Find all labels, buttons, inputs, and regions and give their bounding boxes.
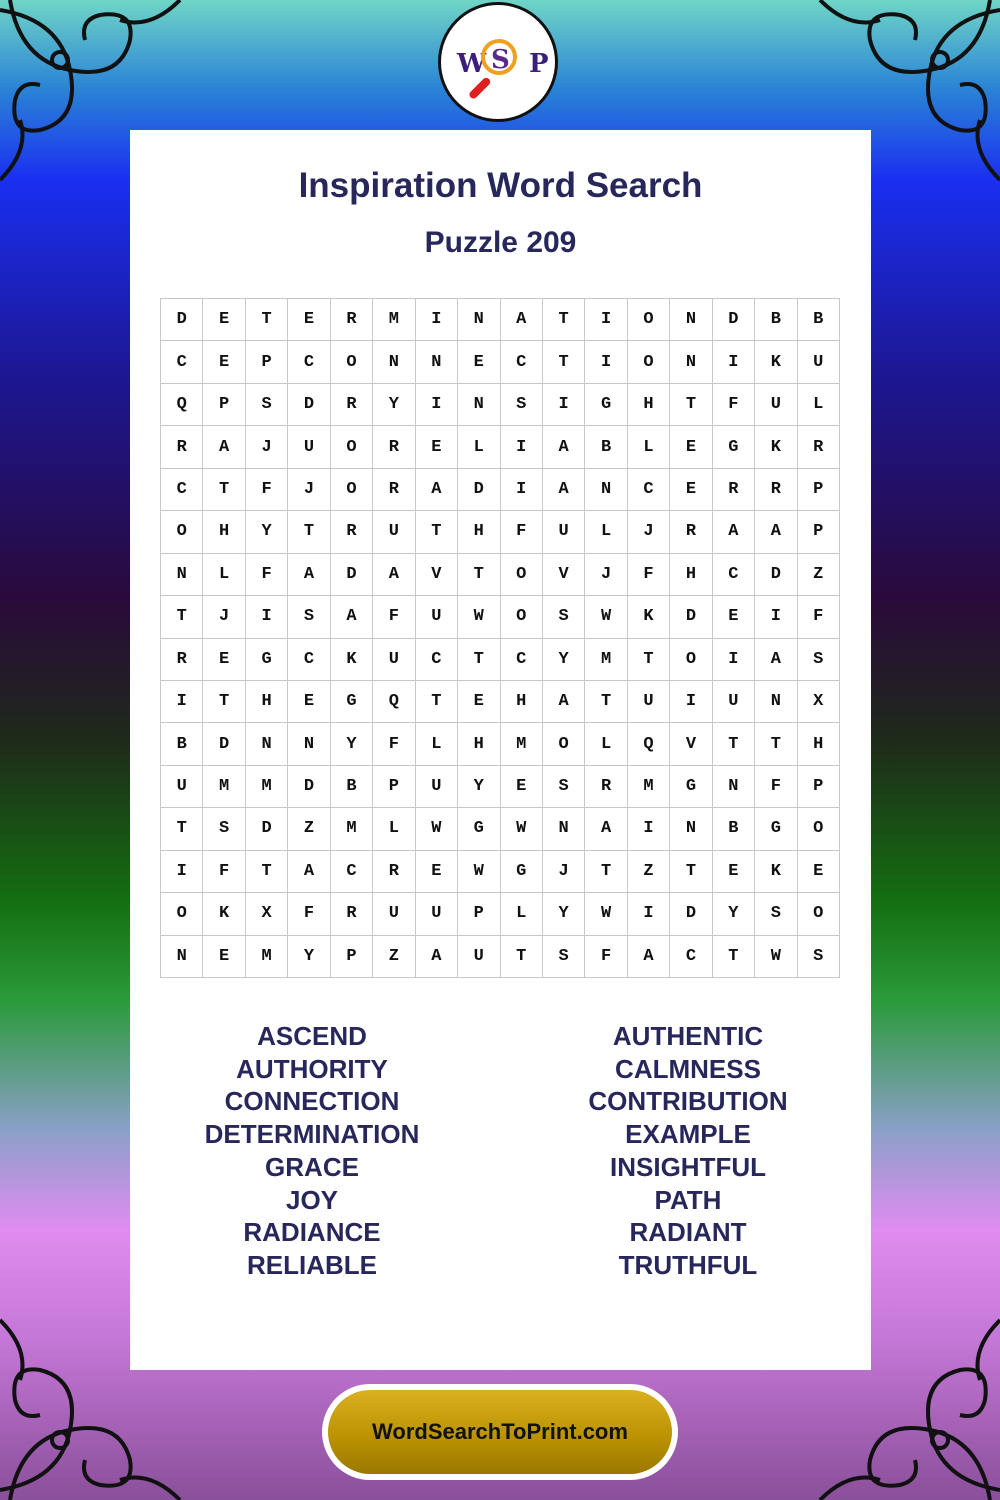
grid-cell: E bbox=[670, 426, 712, 468]
grid-cell: R bbox=[713, 469, 755, 511]
grid-cell: A bbox=[755, 511, 797, 553]
grid-cell: A bbox=[416, 469, 458, 511]
grid-cell: A bbox=[543, 426, 585, 468]
grid-cell: S bbox=[543, 596, 585, 638]
grid-cell: N bbox=[670, 808, 712, 850]
grid-cell: D bbox=[246, 808, 288, 850]
grid-cell: O bbox=[543, 723, 585, 765]
grid-cell: F bbox=[288, 893, 330, 935]
grid-cell: F bbox=[798, 596, 840, 638]
grid-cell: H bbox=[458, 511, 500, 553]
grid-cell: R bbox=[331, 893, 373, 935]
grid-cell: M bbox=[585, 639, 627, 681]
word-list-item: ASCEND bbox=[257, 1021, 367, 1051]
grid-cell: S bbox=[755, 893, 797, 935]
grid-cell: I bbox=[161, 681, 203, 723]
grid-cell: F bbox=[501, 511, 543, 553]
grid-cell: N bbox=[543, 808, 585, 850]
grid-cell: U bbox=[373, 511, 415, 553]
grid-cell: N bbox=[246, 723, 288, 765]
grid-cell: L bbox=[585, 511, 627, 553]
grid-cell: E bbox=[713, 596, 755, 638]
grid-cell: T bbox=[458, 639, 500, 681]
word-list-item: EXAMPLE bbox=[625, 1119, 751, 1150]
grid-cell: M bbox=[246, 936, 288, 978]
grid-cell: W bbox=[458, 596, 500, 638]
grid-cell: I bbox=[416, 384, 458, 426]
grid-cell: I bbox=[161, 851, 203, 893]
grid-cell: M bbox=[501, 723, 543, 765]
grid-cell: S bbox=[203, 808, 245, 850]
grid-cell: O bbox=[331, 426, 373, 468]
grid-cell: F bbox=[373, 596, 415, 638]
grid-cell: H bbox=[501, 681, 543, 723]
grid-cell: H bbox=[670, 554, 712, 596]
grid-cell: H bbox=[628, 384, 670, 426]
grid-cell: K bbox=[628, 596, 670, 638]
grid-cell: U bbox=[373, 639, 415, 681]
grid-cell: D bbox=[458, 469, 500, 511]
grid-cell: P bbox=[798, 766, 840, 808]
grid-cell: Q bbox=[628, 723, 670, 765]
grid-cell: D bbox=[161, 299, 203, 341]
grid-cell: O bbox=[670, 639, 712, 681]
grid-cell: J bbox=[543, 851, 585, 893]
grid-cell: I bbox=[416, 299, 458, 341]
grid-cell: X bbox=[246, 893, 288, 935]
grid-cell: C bbox=[501, 341, 543, 383]
grid-cell: F bbox=[373, 723, 415, 765]
grid-cell: C bbox=[416, 639, 458, 681]
grid-cell: I bbox=[713, 341, 755, 383]
grid-cell: M bbox=[331, 808, 373, 850]
magnifier-handle bbox=[468, 76, 492, 100]
grid-cell: O bbox=[161, 893, 203, 935]
grid-cell: N bbox=[713, 766, 755, 808]
grid-cell: F bbox=[246, 469, 288, 511]
grid-cell: I bbox=[713, 639, 755, 681]
grid-cell: Y bbox=[713, 893, 755, 935]
grid-cell: O bbox=[798, 808, 840, 850]
grid-cell: R bbox=[670, 511, 712, 553]
grid-cell: I bbox=[501, 426, 543, 468]
grid-cell: C bbox=[161, 341, 203, 383]
grid-cell: P bbox=[798, 511, 840, 553]
grid-cell: T bbox=[543, 341, 585, 383]
grid-cell: A bbox=[373, 554, 415, 596]
grid-cell: M bbox=[203, 766, 245, 808]
grid-cell: F bbox=[246, 554, 288, 596]
grid-cell: G bbox=[331, 681, 373, 723]
grid-cell: C bbox=[331, 851, 373, 893]
grid-cell: Y bbox=[331, 723, 373, 765]
grid-cell: J bbox=[628, 511, 670, 553]
word-list-item: AUTHORITY bbox=[236, 1053, 388, 1084]
grid-cell: J bbox=[203, 596, 245, 638]
grid-cell: T bbox=[246, 851, 288, 893]
grid-cell: R bbox=[331, 299, 373, 341]
logo-letter-p: P bbox=[529, 49, 549, 79]
grid-cell: G bbox=[458, 808, 500, 850]
grid-cell: T bbox=[161, 596, 203, 638]
grid-cell: B bbox=[161, 723, 203, 765]
grid-cell: P bbox=[798, 469, 840, 511]
grid-cell: A bbox=[543, 681, 585, 723]
grid-cell: O bbox=[331, 341, 373, 383]
grid-cell: T bbox=[585, 681, 627, 723]
grid-cell: G bbox=[585, 384, 627, 426]
puzzle-title: Inspiration Word Search bbox=[298, 166, 703, 205]
grid-cell: O bbox=[331, 469, 373, 511]
grid-cell: R bbox=[798, 426, 840, 468]
grid-cell: D bbox=[288, 766, 330, 808]
word-list-item: RELIABLE bbox=[247, 1249, 377, 1280]
grid-cell: T bbox=[543, 299, 585, 341]
grid-cell: U bbox=[416, 893, 458, 935]
grid-cell: R bbox=[331, 511, 373, 553]
grid-cell: R bbox=[373, 426, 415, 468]
grid-cell: K bbox=[755, 341, 797, 383]
grid-cell: T bbox=[670, 851, 712, 893]
grid-cell: U bbox=[416, 596, 458, 638]
grid-cell: E bbox=[713, 851, 755, 893]
puzzle-card bbox=[130, 130, 871, 1370]
grid-cell: T bbox=[416, 511, 458, 553]
grid-cell: Z bbox=[628, 851, 670, 893]
grid-cell: A bbox=[288, 851, 330, 893]
grid-cell: M bbox=[628, 766, 670, 808]
word-list-item: RADIANCE bbox=[243, 1217, 381, 1248]
grid-cell: T bbox=[416, 681, 458, 723]
grid-cell: L bbox=[203, 554, 245, 596]
grid-cell: O bbox=[798, 893, 840, 935]
grid-cell: A bbox=[585, 808, 627, 850]
grid-cell: C bbox=[288, 639, 330, 681]
grid-cell: S bbox=[543, 936, 585, 978]
grid-cell: D bbox=[713, 299, 755, 341]
letter-grid bbox=[160, 298, 840, 978]
grid-cell: E bbox=[416, 851, 458, 893]
grid-cell: S bbox=[288, 596, 330, 638]
grid-cell: I bbox=[628, 808, 670, 850]
grid-cell: A bbox=[501, 299, 543, 341]
grid-cell: R bbox=[585, 766, 627, 808]
grid-cell: A bbox=[331, 596, 373, 638]
grid-cell: C bbox=[713, 554, 755, 596]
word-list-item: JOY bbox=[285, 1184, 339, 1215]
grid-cell: N bbox=[458, 384, 500, 426]
grid-cell: Y bbox=[458, 766, 500, 808]
grid-cell: K bbox=[203, 893, 245, 935]
grid-cell: U bbox=[543, 511, 585, 553]
grid-cell: U bbox=[416, 766, 458, 808]
grid-cell: N bbox=[458, 299, 500, 341]
wsp-logo bbox=[438, 2, 558, 122]
grid-cell: N bbox=[288, 723, 330, 765]
grid-cell: R bbox=[161, 426, 203, 468]
grid-cell: S bbox=[798, 936, 840, 978]
grid-cell: U bbox=[288, 426, 330, 468]
grid-cell: T bbox=[755, 723, 797, 765]
grid-cell: G bbox=[670, 766, 712, 808]
grid-cell: L bbox=[458, 426, 500, 468]
grid-cell: P bbox=[203, 384, 245, 426]
grid-cell: W bbox=[585, 893, 627, 935]
grid-cell: U bbox=[458, 936, 500, 978]
grid-cell: D bbox=[755, 554, 797, 596]
grid-cell: N bbox=[585, 469, 627, 511]
grid-cell: P bbox=[331, 936, 373, 978]
footer-badge bbox=[322, 1384, 678, 1480]
grid-cell: W bbox=[458, 851, 500, 893]
grid-cell: E bbox=[670, 469, 712, 511]
grid-cell: E bbox=[288, 299, 330, 341]
grid-cell: H bbox=[246, 681, 288, 723]
grid-cell: K bbox=[331, 639, 373, 681]
grid-cell: P bbox=[458, 893, 500, 935]
grid-cell: Z bbox=[288, 808, 330, 850]
word-list-left bbox=[162, 1020, 462, 1282]
grid-cell: V bbox=[416, 554, 458, 596]
grid-cell: A bbox=[713, 511, 755, 553]
grid-cell: U bbox=[713, 681, 755, 723]
grid-cell: C bbox=[628, 469, 670, 511]
grid-cell: R bbox=[161, 639, 203, 681]
grid-cell: S bbox=[543, 766, 585, 808]
grid-cell: U bbox=[755, 384, 797, 426]
grid-cell: Z bbox=[373, 936, 415, 978]
word-list-item: RADIANT bbox=[629, 1217, 747, 1248]
grid-cell: Y bbox=[543, 893, 585, 935]
grid-cell: D bbox=[670, 893, 712, 935]
word-list-item: CALMNESS bbox=[615, 1053, 761, 1084]
grid-cell: Q bbox=[373, 681, 415, 723]
grid-cell: F bbox=[628, 554, 670, 596]
grid-cell: I bbox=[543, 384, 585, 426]
grid-cell: W bbox=[585, 596, 627, 638]
grid-cell: Y bbox=[288, 936, 330, 978]
grid-cell: E bbox=[203, 341, 245, 383]
grid-cell: W bbox=[416, 808, 458, 850]
grid-cell: X bbox=[798, 681, 840, 723]
grid-cell: S bbox=[246, 384, 288, 426]
grid-cell: H bbox=[798, 723, 840, 765]
grid-cell: Z bbox=[798, 554, 840, 596]
grid-cell: R bbox=[755, 469, 797, 511]
grid-cell: O bbox=[161, 511, 203, 553]
grid-cell: F bbox=[585, 936, 627, 978]
grid-cell: U bbox=[798, 341, 840, 383]
grid-cell: T bbox=[713, 936, 755, 978]
grid-cell: K bbox=[755, 851, 797, 893]
grid-cell: S bbox=[798, 639, 840, 681]
grid-cell: I bbox=[585, 299, 627, 341]
grid-cell: T bbox=[713, 723, 755, 765]
grid-cell: A bbox=[628, 936, 670, 978]
grid-cell: P bbox=[373, 766, 415, 808]
grid-cell: E bbox=[458, 341, 500, 383]
grid-cell: A bbox=[755, 639, 797, 681]
logo-letter-s: S bbox=[491, 45, 510, 75]
word-list-item: PATH bbox=[654, 1184, 722, 1215]
grid-cell: T bbox=[628, 639, 670, 681]
grid-cell: H bbox=[203, 511, 245, 553]
grid-cell: T bbox=[458, 554, 500, 596]
grid-cell: F bbox=[713, 384, 755, 426]
grid-cell: A bbox=[543, 469, 585, 511]
grid-cell: T bbox=[161, 808, 203, 850]
grid-cell: R bbox=[331, 384, 373, 426]
word-list-item: GRACE bbox=[265, 1151, 359, 1182]
grid-cell: O bbox=[501, 596, 543, 638]
grid-cell: T bbox=[203, 469, 245, 511]
grid-cell: U bbox=[373, 893, 415, 935]
grid-cell: Y bbox=[543, 639, 585, 681]
puzzle-number: Puzzle 209 bbox=[424, 226, 577, 259]
word-list-item: CONTRIBUTION bbox=[588, 1086, 788, 1117]
grid-cell: M bbox=[373, 299, 415, 341]
grid-cell: Y bbox=[246, 511, 288, 553]
grid-cell: B bbox=[755, 299, 797, 341]
grid-cell: V bbox=[543, 554, 585, 596]
grid-cell: F bbox=[755, 766, 797, 808]
grid-cell: C bbox=[288, 341, 330, 383]
grid-cell: N bbox=[670, 299, 712, 341]
grid-cell: M bbox=[246, 766, 288, 808]
grid-cell: D bbox=[670, 596, 712, 638]
grid-cell: W bbox=[501, 808, 543, 850]
grid-cell: D bbox=[331, 554, 373, 596]
grid-cell: E bbox=[203, 299, 245, 341]
grid-cell: A bbox=[203, 426, 245, 468]
grid-cell: N bbox=[161, 554, 203, 596]
grid-cell: W bbox=[755, 936, 797, 978]
grid-cell: L bbox=[628, 426, 670, 468]
grid-cell: T bbox=[203, 681, 245, 723]
grid-cell: U bbox=[161, 766, 203, 808]
grid-cell: C bbox=[501, 639, 543, 681]
grid-cell: G bbox=[501, 851, 543, 893]
grid-cell: T bbox=[288, 511, 330, 553]
grid-cell: J bbox=[585, 554, 627, 596]
grid-cell: Y bbox=[373, 384, 415, 426]
grid-cell: E bbox=[501, 766, 543, 808]
grid-cell: L bbox=[798, 384, 840, 426]
grid-cell: B bbox=[331, 766, 373, 808]
grid-cell: H bbox=[458, 723, 500, 765]
grid-cell: B bbox=[798, 299, 840, 341]
grid-cell: A bbox=[288, 554, 330, 596]
grid-cell: R bbox=[373, 851, 415, 893]
grid-cell: C bbox=[161, 469, 203, 511]
grid-cell: D bbox=[203, 723, 245, 765]
grid-cell: E bbox=[203, 936, 245, 978]
grid-cell: I bbox=[246, 596, 288, 638]
grid-cell: I bbox=[628, 893, 670, 935]
grid-cell: V bbox=[670, 723, 712, 765]
grid-cell: G bbox=[246, 639, 288, 681]
grid-cell: P bbox=[246, 341, 288, 383]
grid-cell: R bbox=[373, 469, 415, 511]
grid-cell: F bbox=[203, 851, 245, 893]
grid-cell: N bbox=[161, 936, 203, 978]
grid-cell: U bbox=[628, 681, 670, 723]
grid-cell: K bbox=[755, 426, 797, 468]
grid-cell: L bbox=[416, 723, 458, 765]
grid-cell: Q bbox=[161, 384, 203, 426]
grid-cell: I bbox=[501, 469, 543, 511]
grid-cell: N bbox=[755, 681, 797, 723]
grid-cell: I bbox=[585, 341, 627, 383]
word-list-item: INSIGHTFUL bbox=[610, 1151, 766, 1182]
grid-cell: J bbox=[246, 426, 288, 468]
word-list-item: DETERMINATION bbox=[204, 1119, 420, 1150]
grid-cell: G bbox=[755, 808, 797, 850]
grid-cell: B bbox=[585, 426, 627, 468]
grid-cell: A bbox=[416, 936, 458, 978]
grid-cell: E bbox=[203, 639, 245, 681]
grid-cell: O bbox=[501, 554, 543, 596]
grid-cell: T bbox=[585, 851, 627, 893]
site-link[interactable]: WordSearchToPrint.com bbox=[328, 1390, 672, 1474]
logo-letter-w: W bbox=[457, 49, 487, 79]
grid-cell: T bbox=[501, 936, 543, 978]
grid-cell: G bbox=[713, 426, 755, 468]
grid-cell: N bbox=[416, 341, 458, 383]
word-list-item: TRUTHFUL bbox=[618, 1249, 758, 1280]
grid-cell: E bbox=[416, 426, 458, 468]
word-list-item: AUTHENTIC bbox=[612, 1021, 764, 1051]
grid-cell: N bbox=[670, 341, 712, 383]
grid-cell: D bbox=[288, 384, 330, 426]
word-list-item: CONNECTION bbox=[224, 1086, 400, 1117]
grid-cell: L bbox=[585, 723, 627, 765]
grid-cell: L bbox=[373, 808, 415, 850]
word-list-right bbox=[538, 1020, 838, 1282]
grid-cell: E bbox=[288, 681, 330, 723]
grid-cell: E bbox=[458, 681, 500, 723]
grid-cell: N bbox=[373, 341, 415, 383]
grid-cell: I bbox=[670, 681, 712, 723]
grid-cell: O bbox=[628, 299, 670, 341]
grid-cell: T bbox=[246, 299, 288, 341]
grid-cell: E bbox=[798, 851, 840, 893]
grid-cell: B bbox=[713, 808, 755, 850]
grid-cell: J bbox=[288, 469, 330, 511]
grid-cell: L bbox=[501, 893, 543, 935]
grid-cell: O bbox=[628, 341, 670, 383]
grid-cell: S bbox=[501, 384, 543, 426]
grid-cell: C bbox=[670, 936, 712, 978]
grid-cell: I bbox=[755, 596, 797, 638]
grid-cell: T bbox=[670, 384, 712, 426]
